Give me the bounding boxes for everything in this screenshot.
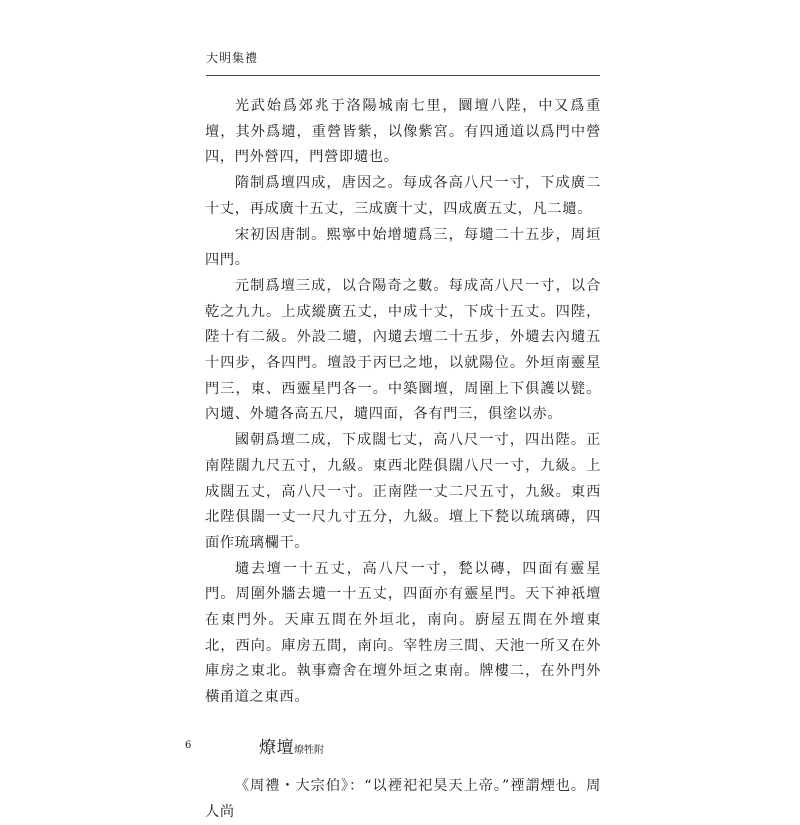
paragraph-song: 宋初因唐制。熙寧中始增壝爲三，每壝二十五步，周垣四門。 xyxy=(205,226,601,269)
paragraph-ming-enclosure: 壝去壇一十五丈，高八尺一寸，甃以磚，四面有靈星門。周圍外牆去壝一十五丈，四面亦有靈星門。天下神祇壇在東門外。天庫五間在外垣北，南向。廚屋五間在外壇東北，西向。庫房五間，南向。宰牲房三間、天池一所又在外庫房之東北。執事齋舍在壇外垣之東南。牌樓二，在外門外橫甬道之東西。 xyxy=(205,560,601,706)
body-text xyxy=(205,94,601,825)
paragraph-zhouli: 《周禮・大宗伯》：“以禋祀祀昊天上帝。”禋謂煙也。周人尚 xyxy=(205,777,601,820)
paragraph-yuan: 元制爲壇三成，以合陽奇之數。每成高八尺一寸，以合乾之九九。上成縱廣五丈，中成十丈，下成十五丈。四陛，陛十有二級。外設二壝，內壝去壇二十五步，外壝去內壝五十四步，各四門。壇設于丙巳之地，以就陽位。外垣南靈星門三，東、西靈星門各一。中築圜壇，周圍上下俱護以甓。內壝、外壝各高五尺，壝四面，各有門三，俱塗以赤。 xyxy=(205,277,601,423)
paragraph-ming-altar: 國朝爲壇二成，下成闊七丈，高八尺一寸，四出陛。正南陛闊九尺五寸，九級。東西北陛俱闊八尺一寸，九級。上成闊五丈，高八尺一寸。正南陛一丈二尺五寸，九級。東西北陛俱闊一丈一尺九寸五分，九級。壇上下甃以琉璃磚，四面作琉璃欄干。 xyxy=(205,432,601,551)
section-title: 燎壇 xyxy=(259,737,294,758)
page-number: 6 xyxy=(185,740,192,751)
section-subtitle: 燎牲附 xyxy=(294,744,324,756)
running-head: 大明集禮 xyxy=(206,51,259,65)
section-heading xyxy=(259,734,601,765)
paragraph-han: 光武始爲郊兆于洛陽城南七里，圜壇八陛，中又爲重壇，其外爲壝，重營皆紫，以像紫宮。有四通道以爲門中營四，門外營四，門營即壝也。 xyxy=(205,98,601,166)
header-rule xyxy=(206,75,600,76)
paragraph-sui: 隋制爲壇四成，唐因之。每成各高八尺一寸，下成廣二十丈，再成廣十五丈，三成廣十丈，四成廣五丈，凡二壝。 xyxy=(205,175,601,217)
